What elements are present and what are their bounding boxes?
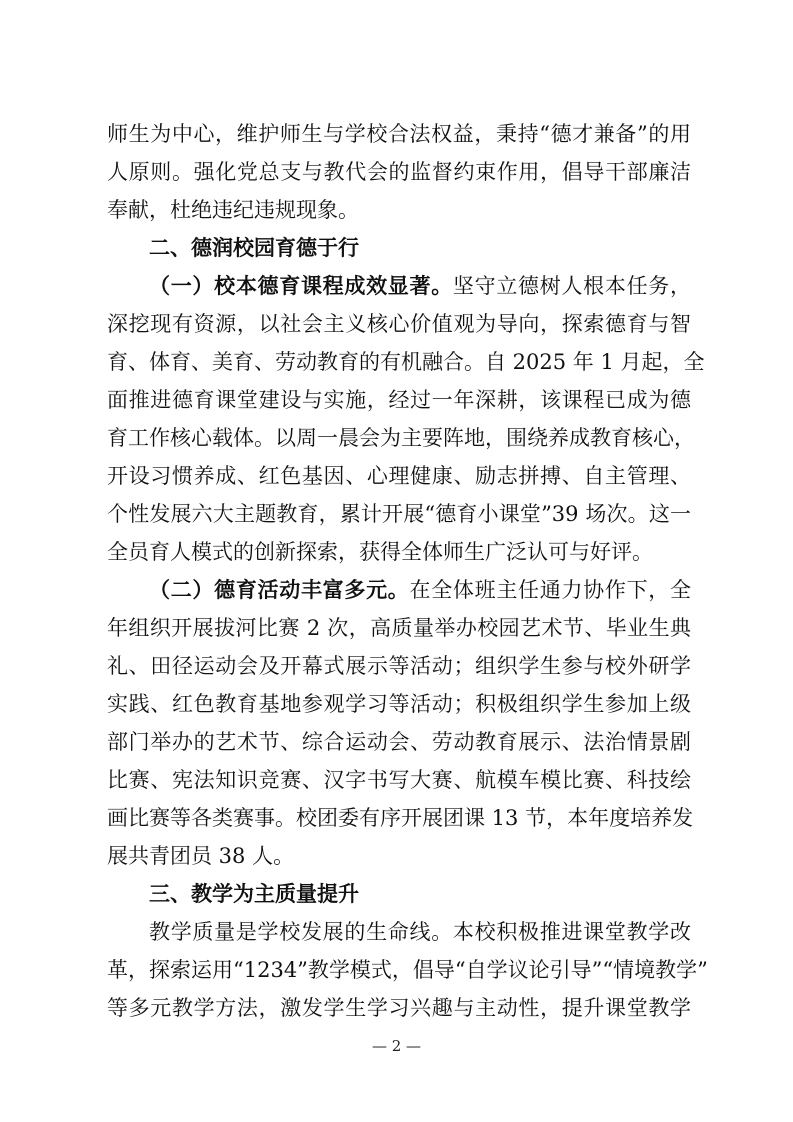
text-line: 面推进德育课堂建设与实施，经过一年深耕，该课程已成为德 — [107, 388, 691, 412]
text-span: 在全体班主任通力协作下，全 — [409, 578, 691, 602]
text-line: 全员育人模式的创新探索，获得全体师生广泛认可与好评。 — [107, 540, 653, 564]
text-line: 礼、田径运动会及开幕式展示等活动；组织学生参与校外研学 — [107, 654, 691, 678]
subsection-2-first-line — [107, 571, 691, 609]
text-line: 个性发展六大主题教育，累计开展“德育小课堂”39 场次。这一 — [107, 502, 691, 526]
text-line: 师生为中心，维护师生与学校合法权益，秉持“德才兼备”的用 — [107, 122, 691, 146]
text-line: 实践、红色教育基地参观学习等活动；积极组织学生参加上级 — [107, 692, 691, 716]
document-body — [107, 115, 708, 1027]
text-line: 育、体育、美育、劳动教育的有机融合。自 2025 年 1 月起，全 — [107, 350, 705, 374]
text-line: 深挖现有资源，以社会主义核心价值观为导向，探索德育与智 — [107, 312, 691, 336]
text-line: 奉献，杜绝违纪违规现象。 — [107, 198, 359, 222]
text-line: 开设习惯养成、红色基因、心理健康、励志拼搏、自主管理、 — [107, 464, 691, 488]
text-line: 画比赛等各类赛事。校团委有序开展团课 13 节，本年度培养发 — [107, 806, 694, 830]
text-line: 比赛、宪法知识竞赛、汉字书写大赛、航模车模比赛、科技绘 — [107, 768, 691, 792]
subsection-title: （二）德育活动丰富多元。 — [149, 578, 410, 602]
text-line: 人原则。强化党总支与教代会的监督约束作用，倡导干部廉洁 — [107, 160, 691, 184]
subsection-1-first-line — [107, 267, 691, 305]
text-line: 年组织开展拔河比赛 2 次，高质量举办校园艺术节、毕业生典 — [107, 616, 691, 640]
text-line: 育工作核心载体。以周一晨会为主要阵地，围绕养成教育核心， — [107, 426, 695, 450]
text-line: 教学质量是学校发展的生命线。本校积极推进课堂教学改 — [149, 920, 691, 944]
section-heading-3: 三、教学为主质量提升 — [149, 882, 359, 906]
page-number: — 2 — — [371, 1037, 422, 1055]
text-span: 坚守立德树人根本任务， — [452, 274, 692, 298]
text-line: 等多元教学方法，激发学生学习兴趣与主动性，提升课堂教学 — [107, 996, 691, 1020]
section-heading-2: 二、德润校园育德于行 — [149, 236, 359, 260]
text-line: 部门举办的艺术节、综合运动会、劳动教育展示、法治情景剧 — [107, 730, 691, 754]
text-line: 展共青团员 38 人。 — [107, 844, 295, 868]
subsection-title: （一）校本德育课程成效显著。 — [149, 274, 453, 298]
text-line: 革，探索运用“1234”教学模式，倡导“自学议论引导”“情境教学” — [107, 958, 708, 982]
